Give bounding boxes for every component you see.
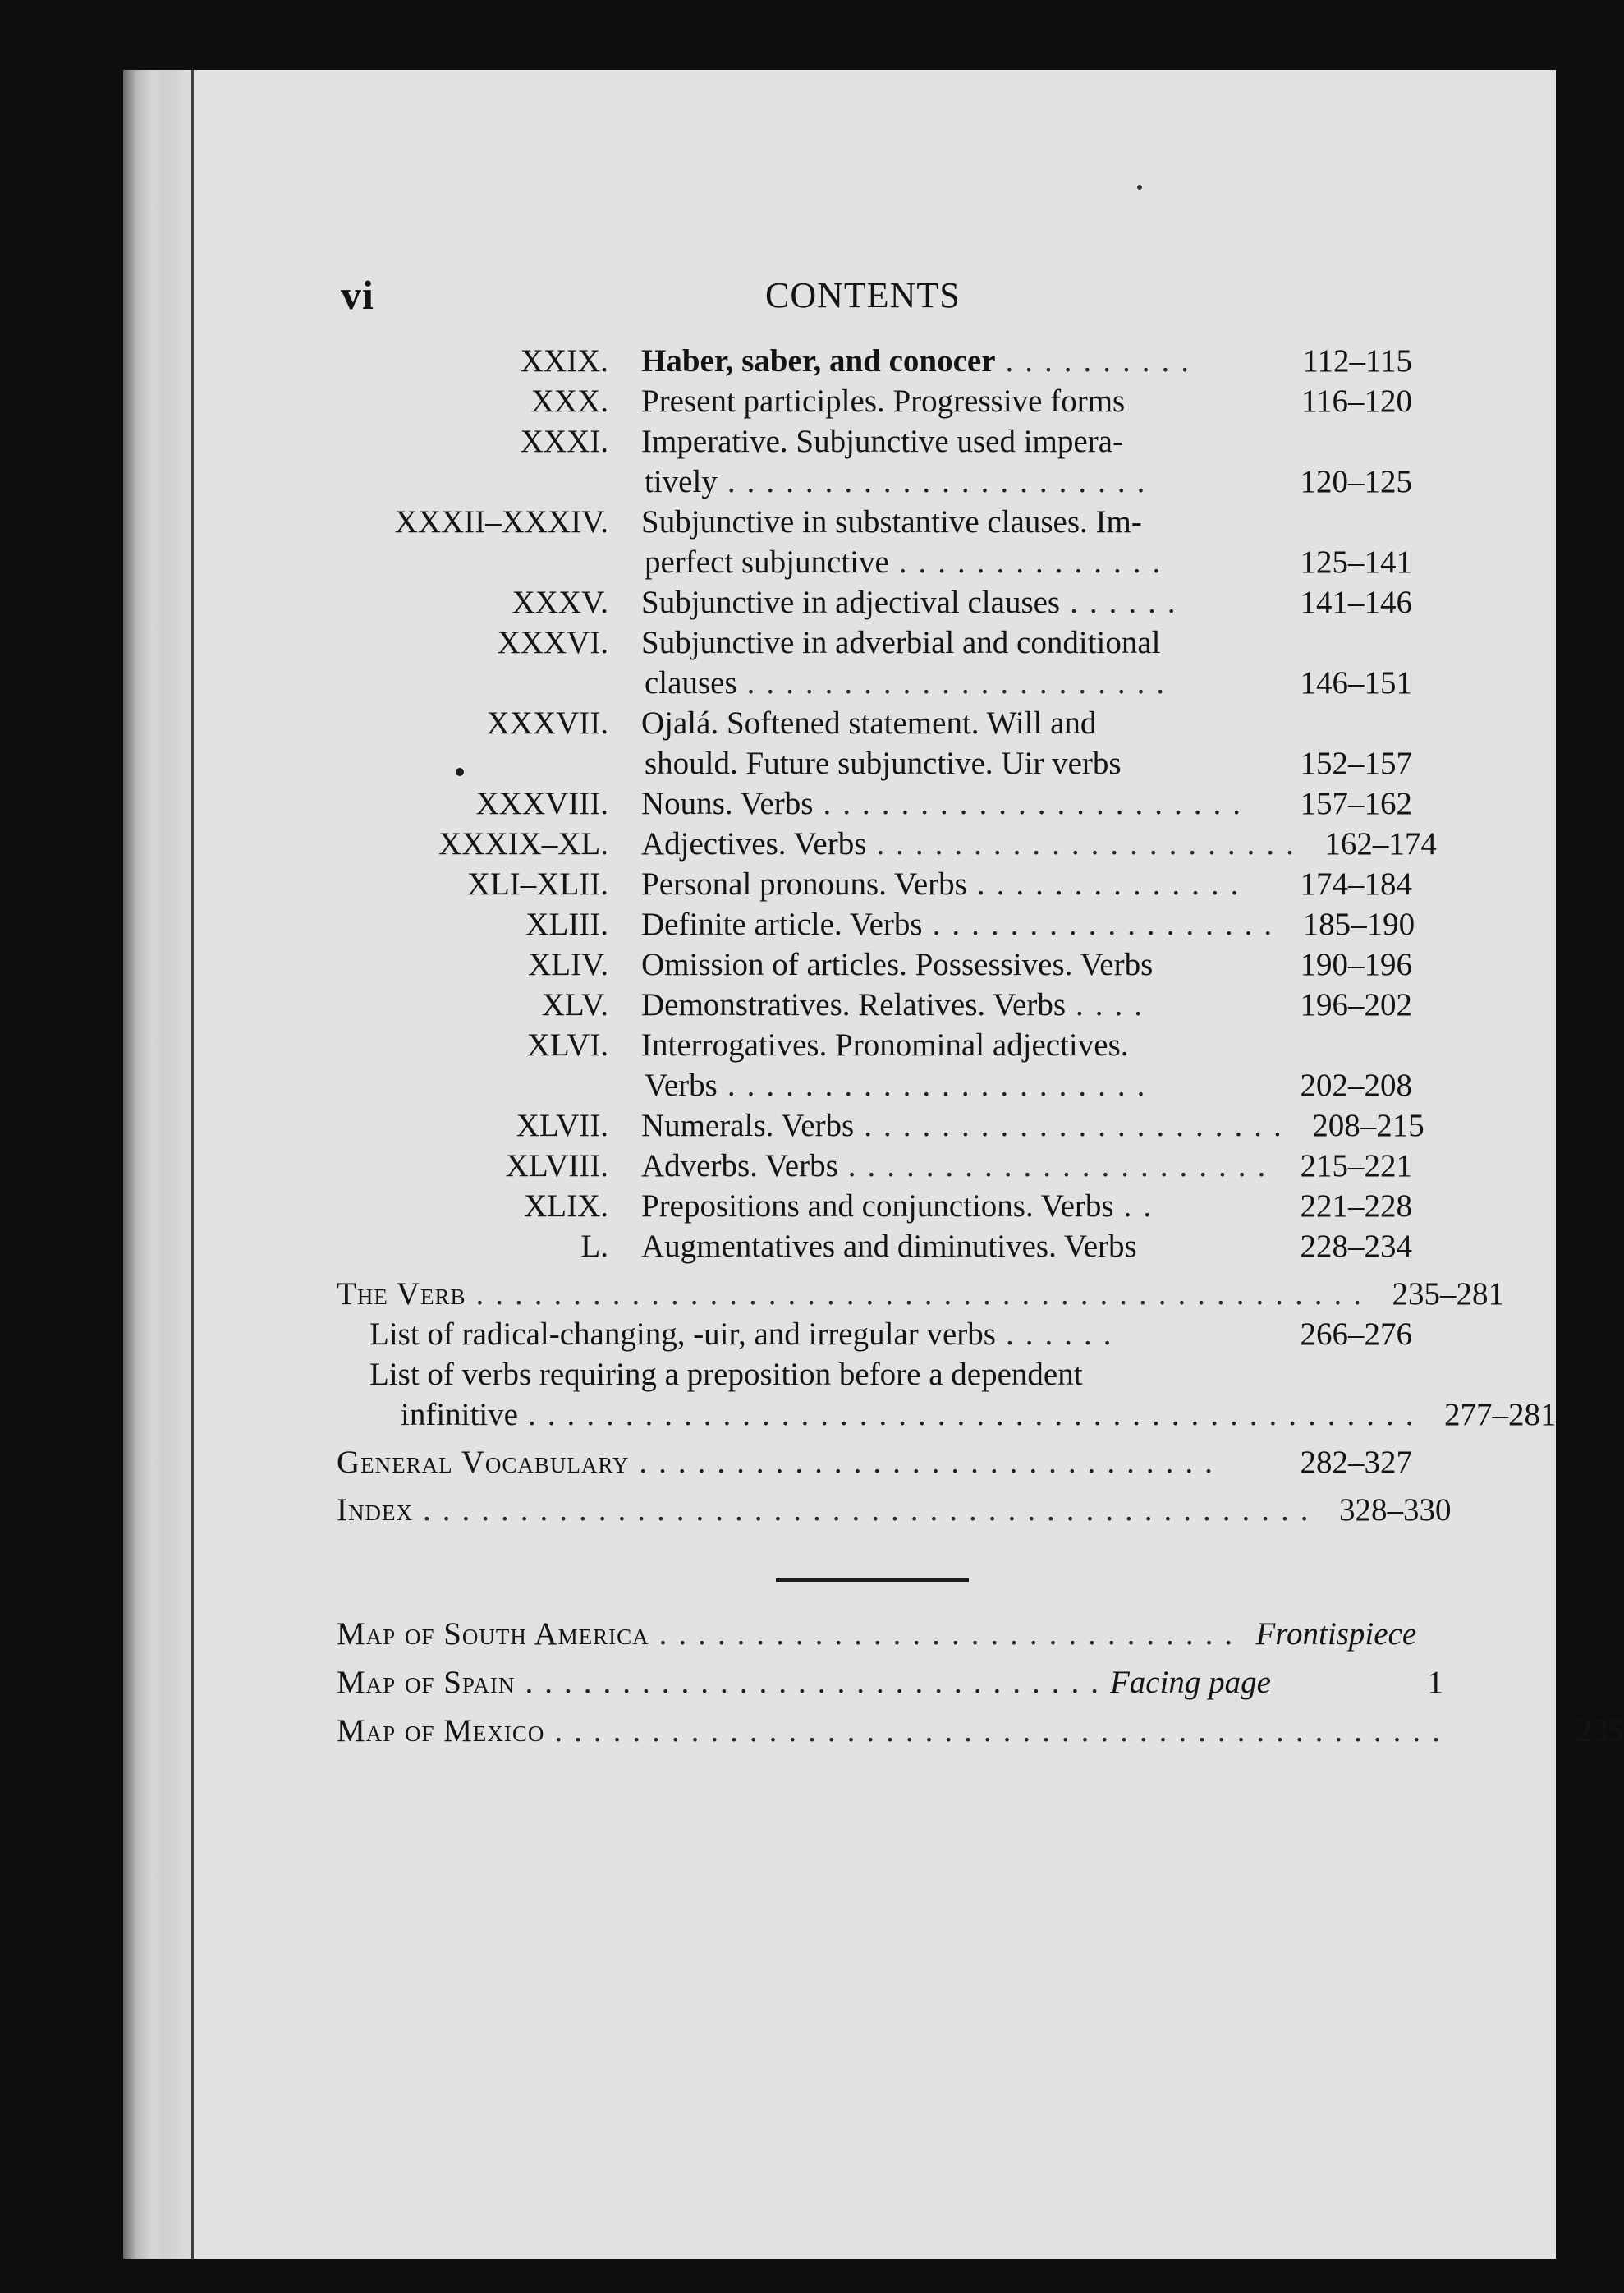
toc-entry-xxxii-xxxiv: [337, 502, 1412, 542]
lesson-title-continued: perfect subjunctive: [645, 545, 889, 580]
page-range: 190–196: [1300, 947, 1412, 982]
page-range: 228–234: [1300, 1229, 1412, 1264]
map-page: Frontispiece: [1255, 1616, 1417, 1652]
lesson-number: XLIV.: [528, 947, 608, 982]
map-entry-mexico: Map of Mexico .............................................. 235: [337, 1707, 1412, 1755]
toc-entry-xxxi-cont: tively ...................... 120–125: [337, 462, 1412, 502]
lesson-title: Adverbs. Verbs: [641, 1148, 838, 1183]
lesson-number: XXXIX–XL.: [438, 826, 608, 862]
page-range: 125–141: [1300, 545, 1412, 580]
page-range: 116–120: [1301, 384, 1412, 419]
toc-entry-xxxviii: XXXVIII. Nouns. Verbs ...................... 157–162: [337, 783, 1412, 824]
toc-entry-xxxvii-cont: [337, 743, 1412, 783]
lesson-number: XXXV.: [512, 585, 608, 620]
page-range: 162–174: [1324, 826, 1437, 862]
toc-section-verb: The Verb .............................................. 235–281: [337, 1274, 1412, 1314]
page-binding: [123, 70, 197, 2259]
section-title: General Vocabulary: [337, 1445, 630, 1480]
page-range: 235–281: [1392, 1276, 1505, 1312]
lesson-title: Imperative. Subjunctive used impera-: [641, 424, 1123, 459]
map-page: 1: [1427, 1665, 1443, 1700]
paper-speck: [1137, 185, 1142, 190]
lesson-title-continued: clauses: [645, 665, 737, 701]
toc-entry-xlv: XLV. Demonstratives. Relatives. Verbs .... 196–202: [337, 985, 1412, 1025]
subsection-title-continued: infinitive: [401, 1397, 518, 1432]
lesson-title: Nouns. Verbs: [641, 786, 814, 821]
toc-entry-l: [337, 1226, 1412, 1266]
lesson-number: XLI–XLII.: [466, 866, 608, 902]
stray-bullet-mark: [456, 768, 464, 776]
page-range: 202–208: [1300, 1068, 1412, 1103]
lesson-number: XLVII.: [516, 1108, 608, 1143]
toc-entry-xlvi: [337, 1025, 1412, 1065]
lesson-number: XLVI.: [526, 1027, 608, 1063]
lesson-title: Haber, saber, and conocer: [641, 343, 996, 379]
page-range: 196–202: [1300, 987, 1412, 1022]
toc-entry-xliv: [337, 944, 1412, 985]
lesson-title-continued: Verbs: [645, 1068, 718, 1103]
lesson-title-continued: should. Future subjunctive. Uir verbs: [645, 746, 1122, 781]
lesson-title: Subjunctive in substantive clauses. Im-: [641, 504, 1142, 540]
page-range: 174–184: [1300, 866, 1412, 902]
lesson-number: XXXVII.: [486, 705, 608, 741]
toc-entry-xliii: XLIII. Definite article. Verbs .................. 185–190: [337, 904, 1412, 944]
toc-entry-xlix: XLIX. Prepositions and conjunctions. Verbs .. 221–228: [337, 1186, 1412, 1226]
lesson-number: XXIX.: [520, 343, 608, 379]
toc-entry-xlvii: XLVII. Numerals. Verbs ...................... 208–215: [337, 1105, 1412, 1146]
page-range: 112–115: [1302, 343, 1412, 379]
page-title: CONTENTS: [765, 275, 961, 315]
toc-entry-xxxvii: [337, 703, 1412, 743]
lesson-title: Omission of articles. Possessives. Verbs: [641, 947, 1154, 982]
lesson-title-continued: tively: [645, 464, 718, 499]
map-title: Map of Mexico: [337, 1713, 545, 1748]
lesson-title: Definite article. Verbs: [641, 907, 923, 942]
map-title: Map of Spain: [337, 1665, 516, 1700]
page-range: 215–221: [1300, 1148, 1412, 1183]
toc-section-vocabulary: General Vocabulary .............................. 282–327: [337, 1442, 1412, 1482]
page-range: 120–125: [1300, 464, 1412, 499]
lesson-title: Subjunctive in adjectival clauses: [641, 585, 1061, 620]
maps-list: [337, 1610, 1624, 1755]
toc-subsection-radical: List of radical-changing, -uir, and irregular verbs ...... 266–276: [337, 1314, 1412, 1354]
lesson-number: XXXII–XXXIV.: [394, 504, 608, 540]
page-range: 152–157: [1300, 746, 1412, 781]
lesson-number: L.: [580, 1229, 608, 1264]
page-range: 266–276: [1300, 1317, 1412, 1352]
page-range: 328–330: [1338, 1492, 1452, 1528]
lesson-number: XLIII.: [525, 907, 608, 942]
toc-subsection-preposition: [337, 1354, 1412, 1395]
lesson-title: Interrogatives. Pronominal adjectives.: [641, 1027, 1129, 1063]
page-range: 141–146: [1300, 585, 1412, 620]
lesson-title: Numerals. Verbs: [641, 1108, 855, 1143]
toc-entry-xxx: [337, 381, 1412, 421]
section-title: The Verb: [337, 1276, 466, 1312]
page-range: 282–327: [1300, 1445, 1412, 1480]
map-entry-south-america: Map of South America .............................. Frontispiece: [337, 1610, 1412, 1658]
lesson-title: Augmentatives and diminutives. Verbs: [641, 1229, 1137, 1264]
toc-entry-xlvi-cont: Verbs ...................... 202–208: [337, 1065, 1412, 1105]
lesson-title: Demonstratives. Relatives. Verbs: [641, 987, 1067, 1022]
subsection-title: List of radical-changing, -uir, and irregular verbs: [369, 1317, 996, 1352]
lesson-number: XXXVIII.: [475, 786, 608, 821]
section-divider: [776, 1578, 969, 1582]
binding-edge: [191, 70, 194, 2259]
toc-entry-xxxvi: [337, 623, 1412, 663]
page-range: 146–151: [1300, 665, 1412, 701]
lesson-title: Present participles. Progressive forms: [641, 384, 1126, 419]
toc-entry-xxxv: XXXV. Subjunctive in adjectival clauses ...... 141–146: [337, 582, 1412, 623]
toc-entry-xxxii-cont: perfect subjunctive .............. 125–141: [337, 542, 1412, 582]
map-page: 235: [1576, 1713, 1624, 1748]
lesson-number: XXXI.: [520, 424, 608, 459]
map-entry-spain: Map of Spain .............................. Facing page 1: [337, 1658, 1412, 1707]
lesson-number: XLIX.: [524, 1188, 608, 1224]
page-range: 221–228: [1300, 1188, 1412, 1224]
lesson-number: XLVIII.: [505, 1148, 608, 1183]
lesson-title: Ojalá. Softened statement. Will and: [641, 705, 1097, 741]
toc-entry-xxxix-xl: XXXIX–XL. Adjectives. Verbs ...................... 162–174: [337, 824, 1412, 864]
toc-entry-xxxi: [337, 421, 1412, 462]
lesson-number: XXX.: [530, 384, 608, 419]
lesson-title: Prepositions and conjunctions. Verbs: [641, 1188, 1114, 1224]
toc-subsection-preposition-cont: infinitive .............................................. 277–281: [337, 1395, 1412, 1435]
page-range: 277–281: [1443, 1397, 1557, 1432]
subsection-title: List of verbs requiring a preposition before a dependent: [369, 1357, 1083, 1392]
page-range: 208–215: [1312, 1108, 1424, 1143]
toc-section-index: Index .............................................. 328–330: [337, 1490, 1412, 1530]
toc-entry-xli-xlii: XLI–XLII. Personal pronouns. Verbs .............. 174–184: [337, 864, 1412, 904]
lesson-title: Subjunctive in adverbial and conditional: [641, 625, 1161, 660]
toc-entry-xlviii: XLVIII. Adverbs. Verbs ...................... 215–221: [337, 1146, 1412, 1186]
toc-entry-xxix: XXIX. Haber, saber, and conocer .......... 112–115: [337, 341, 1412, 381]
page-range: 185–190: [1302, 907, 1415, 942]
table-of-contents: [337, 341, 1557, 1530]
page-range: 157–162: [1300, 786, 1412, 821]
map-note: Facing page: [1109, 1665, 1271, 1700]
lesson-title: Adjectives. Verbs: [641, 826, 867, 862]
toc-entry-xxxvi-cont: clauses ...................... 146–151: [337, 663, 1412, 703]
lesson-number: XLV.: [541, 987, 608, 1022]
lesson-title: Personal pronouns. Verbs: [641, 866, 967, 902]
section-title: Index: [337, 1492, 413, 1528]
lesson-number: XXXVI.: [497, 625, 608, 660]
map-title: Map of South America: [337, 1616, 649, 1652]
page-number: vi: [341, 272, 374, 318]
